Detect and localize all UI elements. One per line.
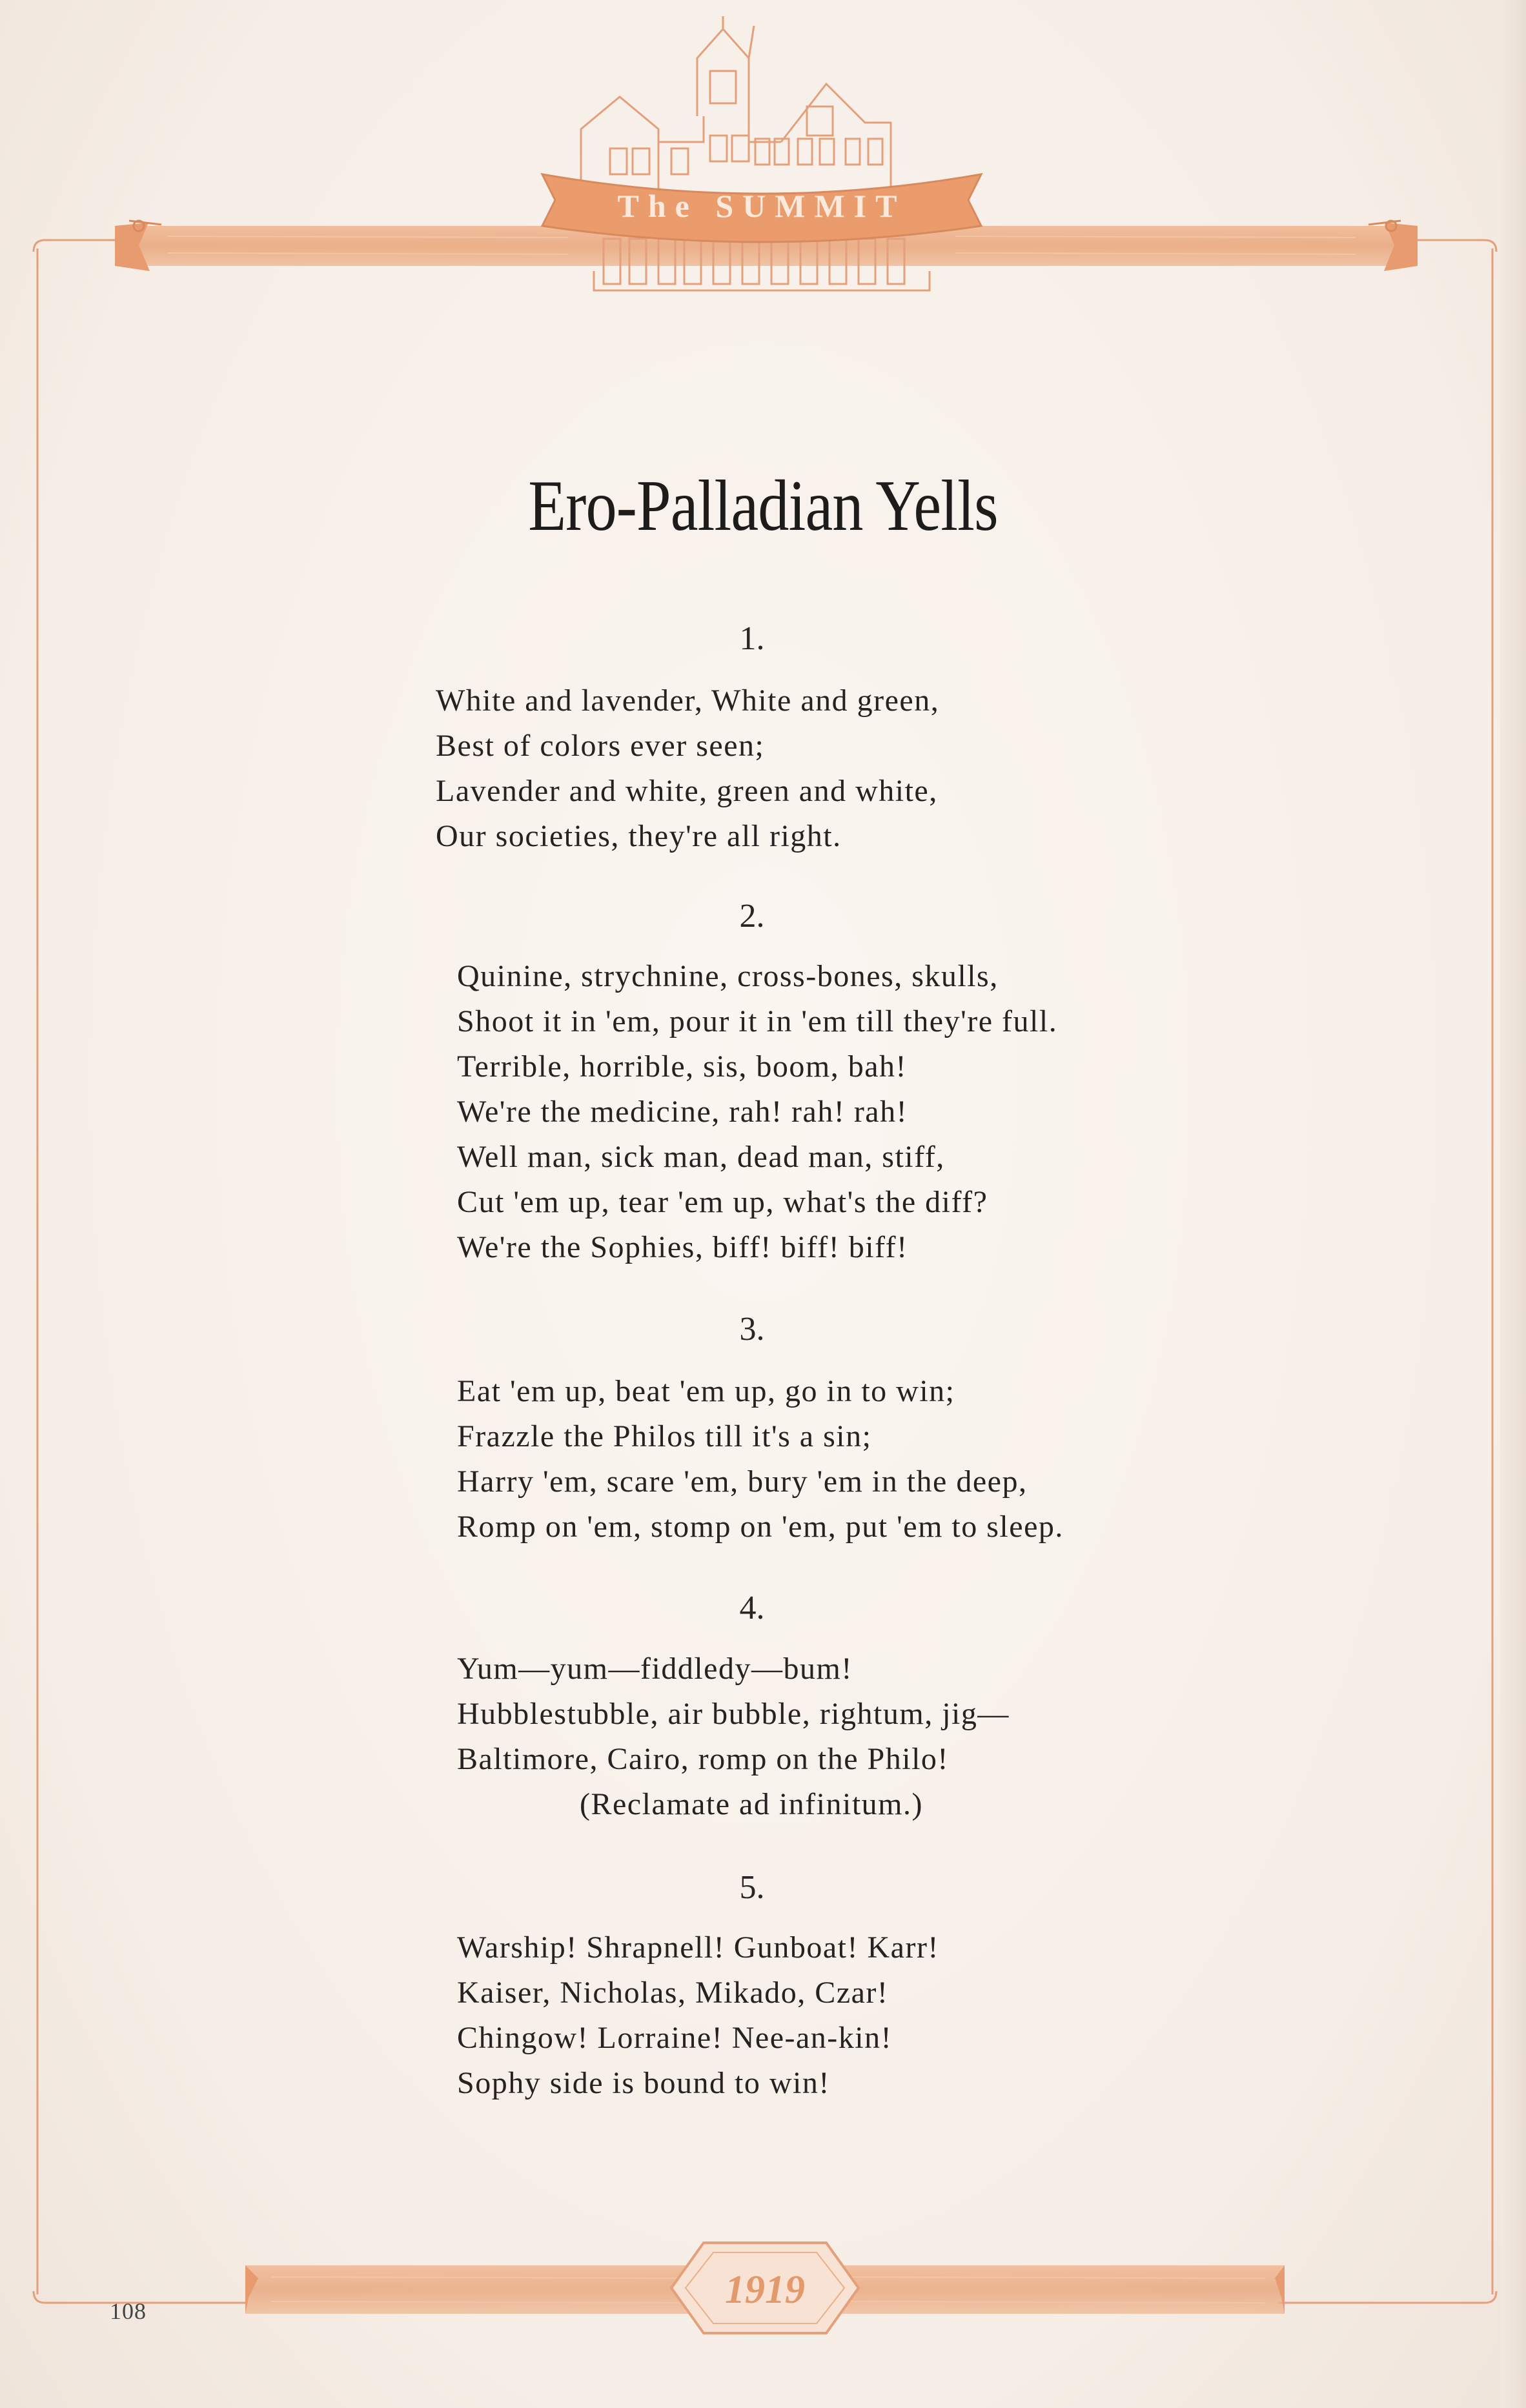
yell-number: 5.: [739, 1869, 765, 1906]
yell-line: Eat 'em up, beat 'em up, go in to win;: [457, 1374, 955, 1408]
yell-line: Yum—yum—fiddledy—bum!: [457, 1652, 853, 1686]
yell-line: Our societies, they're all right.: [436, 819, 842, 853]
summit-ribbon-banner: [542, 174, 981, 242]
yell-line: Well man, sick man, dead man, stiff,: [457, 1140, 945, 1174]
yell-line: Kaiser, Nicholas, Mikado, Czar!: [457, 1976, 889, 2010]
yell-line: Cut 'em up, tear 'em up, what's the diff?: [457, 1185, 988, 1219]
yell-line: Shoot it in 'em, pour it in 'em till they're full.: [457, 1004, 1058, 1038]
yell-line: We're the medicine, rah! rah! rah!: [457, 1095, 908, 1129]
yell-line: (Reclamate ad infinitum.): [580, 1787, 923, 1821]
yell-line: Best of colors ever seen;: [436, 729, 765, 763]
yell-line: Warship! Shrapnell! Gunboat! Karr!: [457, 1930, 939, 1965]
yell-number: 4.: [739, 1590, 765, 1626]
page-title: Ero-Palladian Yells: [528, 466, 998, 546]
yell-line: Hubblestubble, air bubble, rightum, jig—: [457, 1697, 1010, 1731]
yell-line: Terrible, horrible, sis, boom, bah!: [457, 1049, 907, 1084]
yell-number: 3.: [739, 1311, 765, 1348]
yell-number: 1.: [739, 620, 765, 657]
yell-line: Chingow! Lorraine! Nee-an-kin!: [457, 2021, 893, 2055]
yell-number: 2.: [739, 898, 765, 935]
yell-line: Sophy side is bound to win!: [457, 2066, 830, 2100]
yell-line: Baltimore, Cairo, romp on the Philo!: [457, 1742, 949, 1776]
page-number: 108: [110, 2298, 147, 2324]
yell-line: We're the Sophies, biff! biff! biff!: [457, 1230, 908, 1264]
yell-line: Harry 'em, scare 'em, bury 'em in the deep,: [457, 1464, 1028, 1499]
yell-line: Quinine, strychnine, cross-bones, skulls,: [457, 959, 999, 993]
yell-line: Lavender and white, green and white,: [436, 774, 938, 808]
yell-line: Frazzle the Philos till it's a sin;: [457, 1419, 872, 1453]
yell-line: White and lavender, White and green,: [436, 683, 940, 718]
class-year-emblem: [671, 2243, 859, 2333]
emblem-year: 1919: [725, 2268, 805, 2312]
banner-text: The SUMMIT: [617, 188, 906, 224]
yell-line: Romp on 'em, stomp on 'em, put 'em to sleep.: [457, 1510, 1064, 1544]
